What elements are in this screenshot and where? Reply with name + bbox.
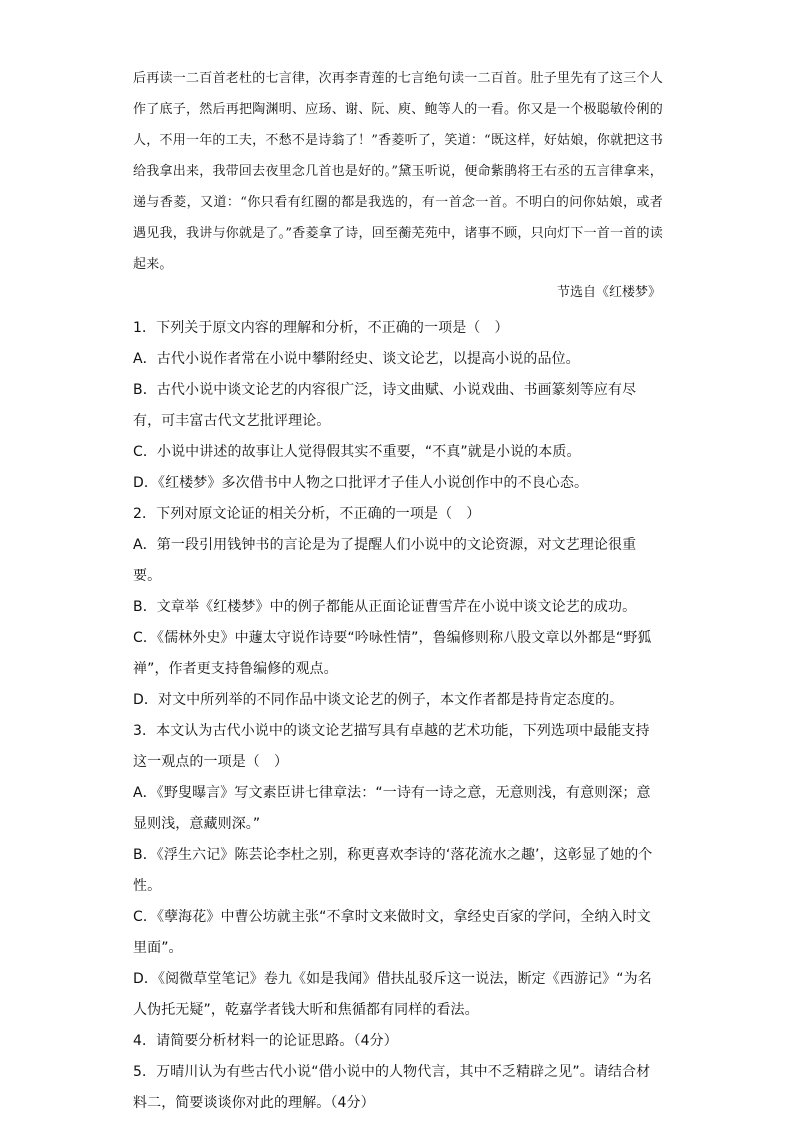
question-list: [133, 313, 663, 1119]
question-2: [133, 499, 663, 716]
option-d: D．《红楼梦》多次借书中人物之口批评才子佳人小说创作中的不良心态。: [133, 475, 589, 491]
option-c: C．《孽海花》中曹公坊就主张“不拿时文来做时文，拿经史百家的学问，全纳入时文里面”。: [133, 909, 651, 956]
question-stem: 5．万晴川认为有些古代小说“借小说中的人物代言，其中不乏精辟之见”。请结合材料二，简要谈谈你对此的理解。（4分）: [133, 1064, 651, 1111]
question-3: [133, 716, 663, 1026]
option-d: D．《阅微草堂笔记》卷九《如是我闻》借扶乩驳斥这一说法，断定《西游记》“为名人伪托无疑”，乾嘉学者钱大昕和焦循都有同样的看法。: [133, 971, 652, 1018]
option-a: A．《野叟曝言》写文素臣讲七律章法：“一诗有一诗之意，无意则浅，有意则深；意显则浅，意藏则深。”: [133, 785, 651, 832]
option-c: C．小说中讲述的故事让人觉得假其实不重要，“不真”就是小说的本质。: [133, 444, 581, 460]
option-b: B．古代小说中谈文论艺的内容很广泛，诗文曲赋、小说戏曲、书画篆刻等应有尽有，可丰富古代文艺批评理论。: [133, 382, 637, 429]
option-d: D．对文中所列举的不同作品中谈文论艺的例子，本文作者都是持肯定态度的。: [133, 692, 624, 708]
passage-text: 后再读一二百首老杜的七言律，次再李青莲的七言绝句读一二百首。肚子里先有了这三个人作了底子，然后再把陶渊明、应玚、谢、阮、庾、鲍等人的一看。你又是一个极聪敏伶俐的人，不用一年的工夫，不愁不是诗翁了！”香菱听了，笑道：“既这样，好姑娘，你就把这书给我拿出来，我带回去夜里念几首也是好的。”黛玉听说，便命紫鹃将王右丞的五言律拿来，递与香菱，又道：“你只看有红圈的都是我选的，有一首念一首。不明白的问你姑娘，或者遇见我，我讲与你就是了。”香菱拿了诗，回至蘅芜苑中，诸事不顾，只向灯下一首一首的读起来。: [133, 71, 663, 272]
question-stem: 4．请简要分析材料一的论证思路。（4分）: [133, 1033, 398, 1049]
question-5: [133, 1057, 663, 1119]
question-1: [133, 313, 663, 499]
question-stem: 3．本文认为古代小说中的谈文论艺描写具有卓越的艺术功能，下列选项中最能支持这一观点的一项是（ ）: [133, 723, 650, 770]
option-b: B．《浮生六记》陈芸论李杜之别，称更喜欢李诗的‘落花流水之趣’，这彰显了她的个性。: [133, 847, 653, 894]
question-stem: 1．下列关于原文内容的理解和分析，不正确的一项是（ ）: [133, 320, 509, 336]
option-c: C．《儒林外史》中蘧太守说作诗要“吟咏性情”，鲁编修则称八股文章以外都是“野狐禅”，作者更支持鲁编修的观点。: [133, 630, 652, 677]
option-b: B．文章举《红楼梦》中的例子都能从正面论证曹雪芹在小说中谈文论艺的成功。: [133, 599, 637, 615]
option-a: A．古代小说作者常在小说中攀附经史、谈文论艺，以提高小说的品位。: [133, 351, 580, 367]
passage-source: 节选自《红楼梦》: [556, 285, 661, 300]
option-a: A．第一段引用钱钟书的言论是为了提醒人们小说中的文论资源，对文艺理论很重要。: [133, 537, 637, 584]
question-4: [133, 1026, 663, 1057]
question-stem: 2．下列对原文论证的相关分析，不正确的一项是（ ）: [133, 506, 481, 522]
